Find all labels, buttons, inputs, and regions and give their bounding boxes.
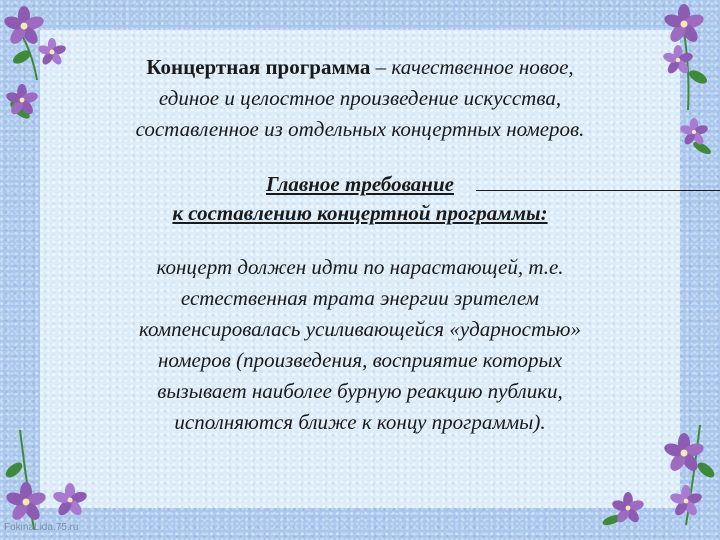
- definition-dash: –: [370, 55, 392, 79]
- body-line: естественная трата энергии зрителем: [180, 286, 540, 310]
- requirement-heading: [0, 170, 720, 228]
- requirement-heading-line-2: к составлению концертной программы:: [172, 201, 548, 225]
- definition-text-start: качественное новое,: [391, 55, 574, 79]
- body-line: концерт должен идти по нарастающей, т.е.: [156, 255, 564, 279]
- requirement-heading-line-1: Главное требование: [266, 172, 454, 196]
- body-line: вызывает наиболее бурную реакцию публики,: [157, 379, 563, 403]
- violet-flower-icon: [600, 480, 656, 536]
- definition-line-1: [0, 52, 720, 83]
- violet-flower-icon: [40, 470, 100, 530]
- watermark: FokinaLida.75.ru: [4, 522, 79, 533]
- definition-line-2: единое и целостное произведение искусства,: [158, 86, 562, 110]
- body-line: номеров (произведения, восприятие которых: [157, 348, 563, 372]
- violet-flower-icon: [650, 425, 720, 535]
- definition-term: Концертная программа: [146, 55, 371, 79]
- body-line: исполняются ближе к концу программы).: [174, 410, 546, 434]
- body-line: компенсировалась усиливающейся «ударностью»: [139, 317, 581, 341]
- body-paragraph: [0, 252, 720, 438]
- definition-paragraph: [0, 52, 720, 145]
- underline-rule: [476, 190, 720, 191]
- definition-line-3: составленное из отдельных концертных номеров.: [135, 117, 585, 141]
